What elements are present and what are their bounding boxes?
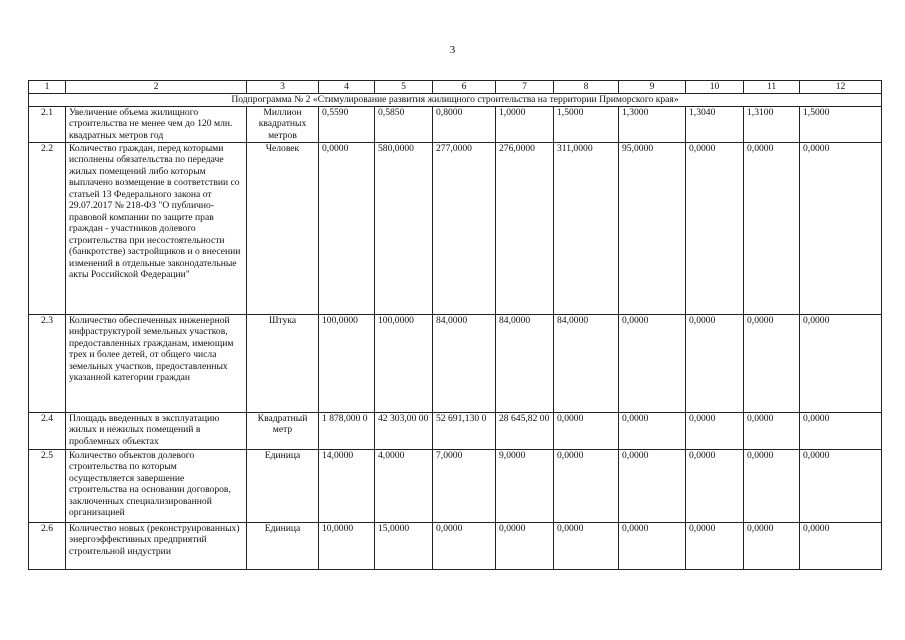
value-cell: 1,5000 bbox=[800, 106, 882, 142]
value-cell: 84,0000 bbox=[496, 314, 554, 412]
row-number: 2.1 bbox=[29, 106, 66, 142]
value-cell: 0,0000 bbox=[686, 142, 744, 314]
value-cell: 0,0000 bbox=[744, 449, 800, 522]
table-row bbox=[29, 522, 882, 569]
row-number: 2.3 bbox=[29, 314, 66, 412]
column-header: 5 bbox=[375, 81, 433, 94]
value-cell: 1,0000 bbox=[496, 106, 554, 142]
value-cell: 0,0000 bbox=[800, 449, 882, 522]
indicator-name: Количество новых (реконструированных) энергоэффективных предприятий строительной индустрии bbox=[66, 522, 247, 569]
value-cell: 1,3000 bbox=[619, 106, 686, 142]
value-cell: 1,3040 bbox=[686, 106, 744, 142]
value-cell: 0,0000 bbox=[800, 522, 882, 569]
column-header: 8 bbox=[554, 81, 619, 94]
unit-of-measure: Единица bbox=[247, 522, 319, 569]
table-row bbox=[29, 412, 882, 449]
value-cell: 28 645,82 00 bbox=[496, 412, 554, 449]
value-cell: 100,0000 bbox=[319, 314, 375, 412]
value-cell: 0,5850 bbox=[375, 106, 433, 142]
row-number: 2.4 bbox=[29, 412, 66, 449]
column-header: 4 bbox=[319, 81, 375, 94]
column-header: 10 bbox=[686, 81, 744, 94]
value-cell: 0,0000 bbox=[744, 142, 800, 314]
value-cell: 42 303,00 00 bbox=[375, 412, 433, 449]
table-row bbox=[29, 449, 882, 522]
subprogram-row bbox=[29, 93, 882, 106]
unit-of-measure: Человек bbox=[247, 142, 319, 314]
value-cell: 15,0000 bbox=[375, 522, 433, 569]
value-cell: 0,0000 bbox=[619, 449, 686, 522]
value-cell: 0,0000 bbox=[619, 412, 686, 449]
value-cell: 52 691,130 0 bbox=[433, 412, 496, 449]
column-header: 11 bbox=[744, 81, 800, 94]
indicator-name: Количество обеспеченных инженерной инфраструктурой земельных участков, предоставленных гражданам, имеющим трех и более детей, от общего числа земельных участков, предоставленных указанной категории граждан bbox=[66, 314, 247, 412]
unit-of-measure: Миллион квадратных метров bbox=[247, 106, 319, 142]
value-cell: 0,0000 bbox=[800, 142, 882, 314]
value-cell: 0,0000 bbox=[319, 142, 375, 314]
column-header: 1 bbox=[29, 81, 66, 94]
unit-of-measure: Единица bbox=[247, 449, 319, 522]
value-cell: 1 878,000 0 bbox=[319, 412, 375, 449]
column-header: 7 bbox=[496, 81, 554, 94]
row-number: 2.6 bbox=[29, 522, 66, 569]
indicator-name: Количество граждан, перед которыми исполнены обязательства по передаче жилых помещений либо которым выплачено возмещение в соответствии со статьей 13 Федерального закона от 29.07.2017 № 218-ФЗ "О публично-правовой компании по защите прав граждан - участников долевого строительства при несостоятельности (банкротстве) застройщиков и о внесении изменений в отдельные законодательные акты Российской Федерации" bbox=[66, 142, 247, 314]
value-cell: 7,0000 bbox=[433, 449, 496, 522]
value-cell: 10,0000 bbox=[319, 522, 375, 569]
value-cell: 0,0000 bbox=[744, 314, 800, 412]
value-cell: 0,0000 bbox=[744, 522, 800, 569]
column-header: 3 bbox=[247, 81, 319, 94]
value-cell: 95,0000 bbox=[619, 142, 686, 314]
row-number: 2.5 bbox=[29, 449, 66, 522]
column-header: 9 bbox=[619, 81, 686, 94]
page-number: 3 bbox=[449, 44, 456, 56]
value-cell: 276,0000 bbox=[496, 142, 554, 314]
value-cell: 1,3100 bbox=[744, 106, 800, 142]
table-row bbox=[29, 142, 882, 314]
value-cell: 0,0000 bbox=[686, 522, 744, 569]
indicator-name: Количество объектов долевого строительства по которым осуществляется завершение строительства на основании договоров, заключенных специализированной организацией bbox=[66, 449, 247, 522]
row-number: 2.2 bbox=[29, 142, 66, 314]
value-cell: 0,0000 bbox=[686, 412, 744, 449]
value-cell: 0,0000 bbox=[686, 314, 744, 412]
table-row bbox=[29, 106, 882, 142]
value-cell: 0,0000 bbox=[554, 522, 619, 569]
value-cell: 0,0000 bbox=[800, 314, 882, 412]
table-row bbox=[29, 314, 882, 412]
value-cell: 100,0000 bbox=[375, 314, 433, 412]
value-cell: 0,0000 bbox=[496, 522, 554, 569]
value-cell: 0,0000 bbox=[686, 449, 744, 522]
value-cell: 0,0000 bbox=[744, 412, 800, 449]
column-header: 12 bbox=[800, 81, 882, 94]
value-cell: 0,0000 bbox=[433, 522, 496, 569]
value-cell: 0,0000 bbox=[554, 412, 619, 449]
indicator-name: Площадь введенных в эксплуатацию жилых и нежилых помещений в проблемных объектах bbox=[66, 412, 247, 449]
unit-of-measure: Квадратный метр bbox=[247, 412, 319, 449]
value-cell: 0,5590 bbox=[319, 106, 375, 142]
subprogram-title: Подпрограмма № 2 «Стимулирование развития жилищного строительства на территории Приморского края» bbox=[29, 93, 882, 106]
value-cell: 0,8000 bbox=[433, 106, 496, 142]
indicators-table bbox=[28, 80, 882, 570]
value-cell: 14,0000 bbox=[319, 449, 375, 522]
indicator-name: Увеличение объема жилищного строительства не менее чем до 120 млн. квадратных метров год bbox=[66, 106, 247, 142]
value-cell: 0,0000 bbox=[554, 449, 619, 522]
value-cell: 580,0000 bbox=[375, 142, 433, 314]
value-cell: 311,0000 bbox=[554, 142, 619, 314]
value-cell: 84,0000 bbox=[554, 314, 619, 412]
value-cell: 4,0000 bbox=[375, 449, 433, 522]
value-cell: 277,0000 bbox=[433, 142, 496, 314]
value-cell: 84,0000 bbox=[433, 314, 496, 412]
column-header: 2 bbox=[66, 81, 247, 94]
value-cell: 9,0000 bbox=[496, 449, 554, 522]
column-header: 6 bbox=[433, 81, 496, 94]
column-number-row bbox=[29, 81, 882, 94]
unit-of-measure: Штука bbox=[247, 314, 319, 412]
value-cell: 0,0000 bbox=[800, 412, 882, 449]
value-cell: 1,5000 bbox=[554, 106, 619, 142]
value-cell: 0,0000 bbox=[619, 314, 686, 412]
value-cell: 0,0000 bbox=[619, 522, 686, 569]
